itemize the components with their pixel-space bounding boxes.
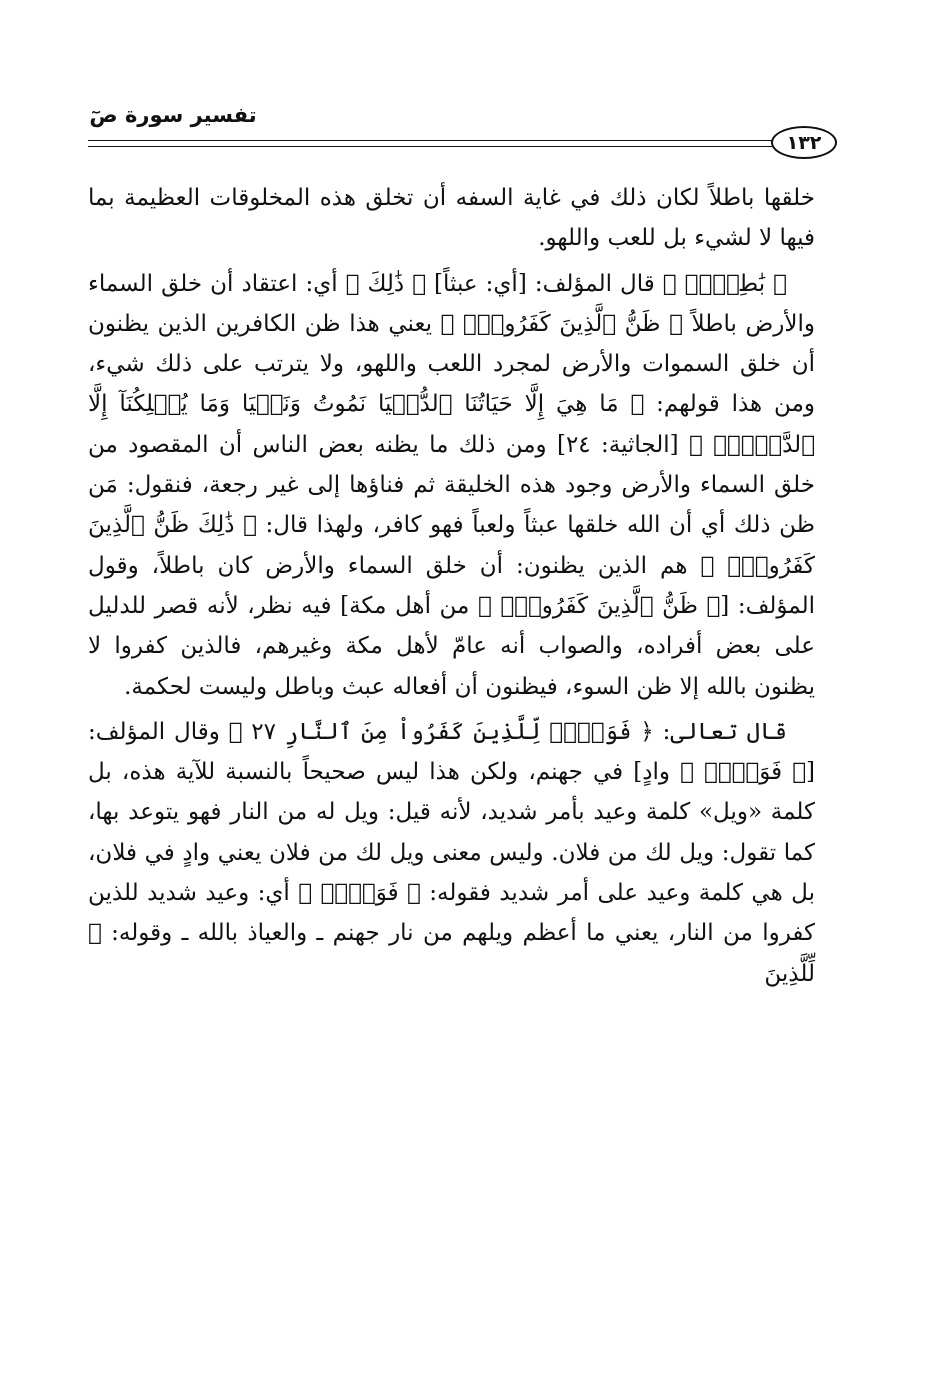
body-text (88, 178, 815, 999)
running-title: تفسير سورة صٓ (89, 103, 257, 127)
paragraph-1: خلقها باطلاً لكان ذلك في غاية السفه أن تخلق هذه المخلوقات العظيمة بما فيها لا لشيء بل للعب واللهو. (88, 185, 815, 252)
page-number: ١٣٢ (786, 131, 822, 154)
paragraph-2: ﴿ بَٰطِلٗاۚ ﴾ قال المؤلف: [أي: عبثاً] ﴿ ذَٰلِكَ ﴾ أي: اعتقاد أن خلق السماء والأرض باطلاً ﴿ ظَنُّ ٱلَّذِينَ كَفَرُواْۚ ﴾ يعني هذا ظن الكافرين الذين يظنون أن خلق السموات والأرض لمجرد اللعب واللهو، ولا يترتب على ذلك شيء، ومن هذا قولهم: ﴿ مَا هِيَ إِلَّا حَيَاتُنَا ٱلدُّنۡيَا نَمُوتُ وَنَحۡيَا وَمَا يُهۡلِكُنَآ إِلَّا ٱلدَّهۡرُۚ ﴾ [الجاثية: ٢٤] ومن ذلك ما يظنه بعض الناس أن المقصود من خلق السماء والأرض وجود هذه الخليقة ثم فناؤها إلى غير رجعة، فنقول: مَن ظن ذلك أي أن الله خلقها عبثاً ولعباً فهو كافر، ولهذا قال: ﴿ ذَٰلِكَ ظَنُّ ٱلَّذِينَ كَفَرُواْۚ ﴾ هم الذين يظنون: أن خلق السماء والأرض كان باطلاً، وقول المؤلف: [﴿ ظَنُّ ٱلَّذِينَ كَفَرُواْۚ ﴾ من أهل مكة] فيه نظر، لأنه قصر للدليل على بعض أفراده، والصواب أنه عامّ لأهل مكة وغيرهم، فالذين كفروا لا يظنون بالله إلا ظن السوء، فيظنون أن أفعاله عبث وباطل وليست لحكمة. (88, 270, 815, 700)
header-rule-bottom (88, 146, 780, 147)
page-number-badge (771, 126, 837, 159)
paragraph-3: قال تعالى: ﴿ فَوَيۡلٞ لِّلَّذِينَ كَفَرُواْ مِنَ ٱلنَّارِ ٢٧ ﴾ وقال المؤلف: [﴿ فَوَيۡلٞ ﴾ وادٍ] في جهنم، ولكن هذا ليس صحيحاً بالنسبة للآية هذه، بل كلمة «ويل» كلمة وعيد بأمر شديد، لأنه قيل: ويل له من النار فهو يتوعد بها، كما تقول: ويل لك من فلان. وليس معنى ويل لك من فلان يعني وادٍ في فلان، بل هي كلمة وعيد على أمر شديد فقوله: ﴿ فَوَيۡلٞ ﴾ أي: وعيد شديد للذين كفروا من النار، يعني ما أعظم ويلهم من نار جهنم ـ والعياذ بالله ـ وقوله: ﴿ لِّلَّذِينَ (88, 718, 815, 987)
header-rule-top (88, 140, 780, 141)
